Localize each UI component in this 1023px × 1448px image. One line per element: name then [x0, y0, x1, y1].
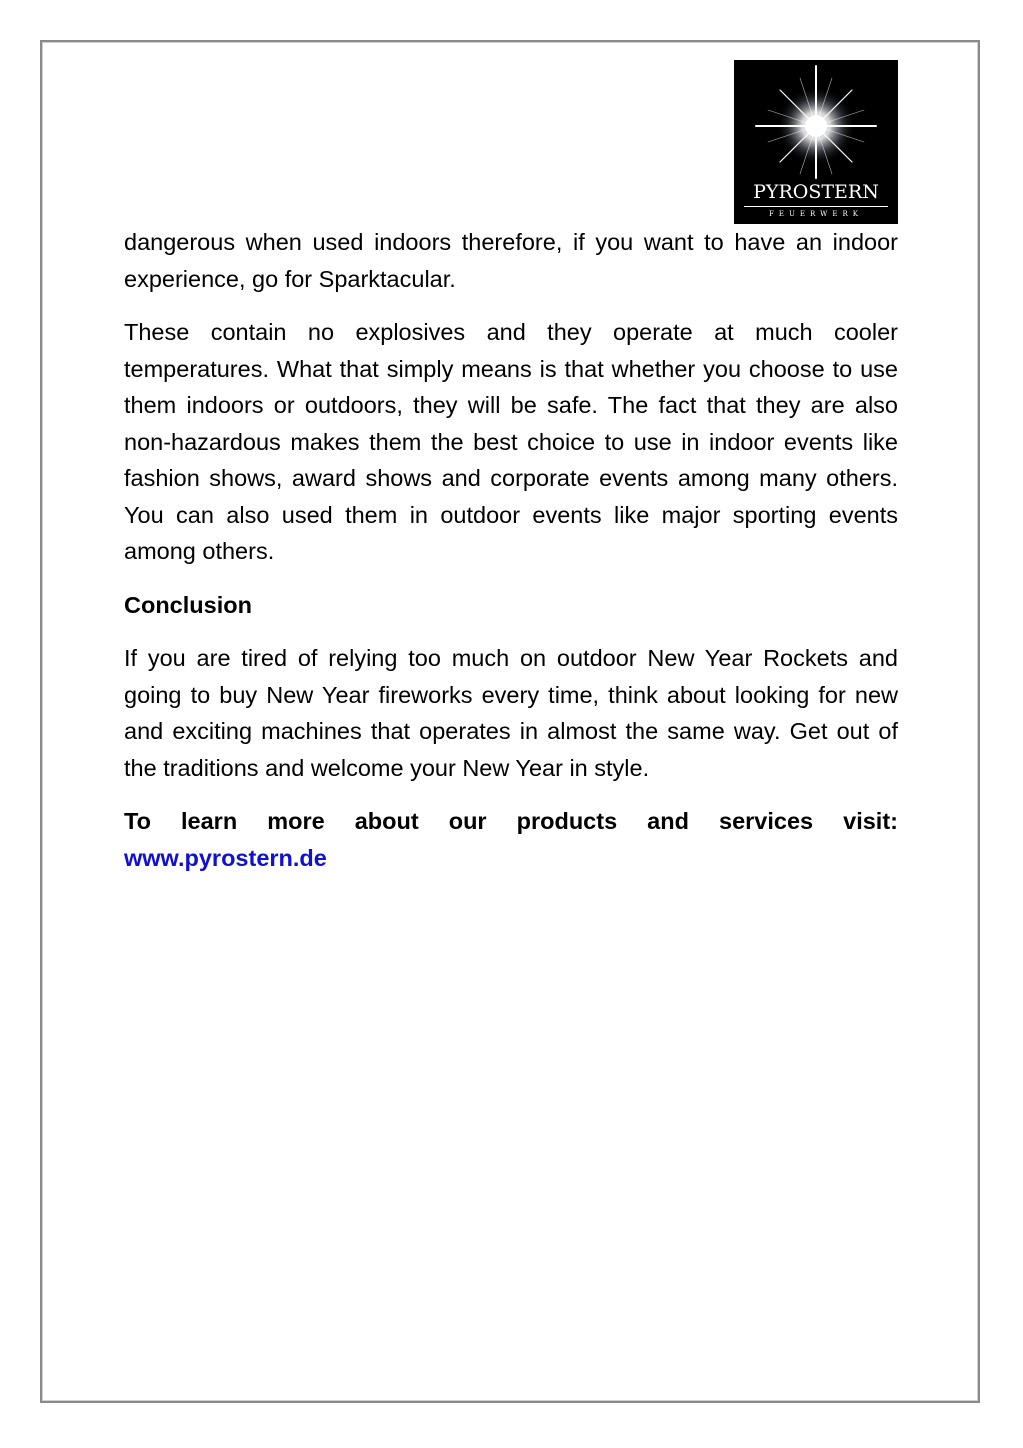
- paragraph-intro: dangerous when used indoors therefore, if you want to have an indoor experience, go for Sparktacular.: [124, 229, 898, 292]
- pyrostern-logo: [734, 60, 898, 224]
- cta-text: To learn more about our products and services visit:: [124, 808, 898, 834]
- section-heading-conclusion: Conclusion: [124, 591, 252, 618]
- document-body: [124, 224, 898, 893]
- logo-subtitle: FEUERWERK: [769, 210, 863, 218]
- paragraph-explosives: These contain no explosives and they operate at much cooler temperatures. What that simply means is that whether you choose to use them indoors or outdoors, they will be safe. The fact that they are also non-hazardous makes them the best choice to use in indoor events like fashion shows, award shows and corporate events among many others. You can also used them in outdoor events like major sporting events among others.: [124, 319, 898, 564]
- website-link[interactable]: www.pyrostern.de: [124, 844, 327, 871]
- logo-divider: [744, 206, 888, 207]
- logo-name: PYROSTERN: [753, 181, 879, 203]
- paragraph-conclusion: If you are tired of relying too much on outdoor New Year Rockets and going to buy New Year fireworks every time, think about looking for new and exciting machines that operates in almost the same way. Get out of the traditions and welcome your New Year in style.: [124, 645, 898, 781]
- call-to-action: [124, 803, 898, 876]
- starburst-icon: [734, 60, 898, 180]
